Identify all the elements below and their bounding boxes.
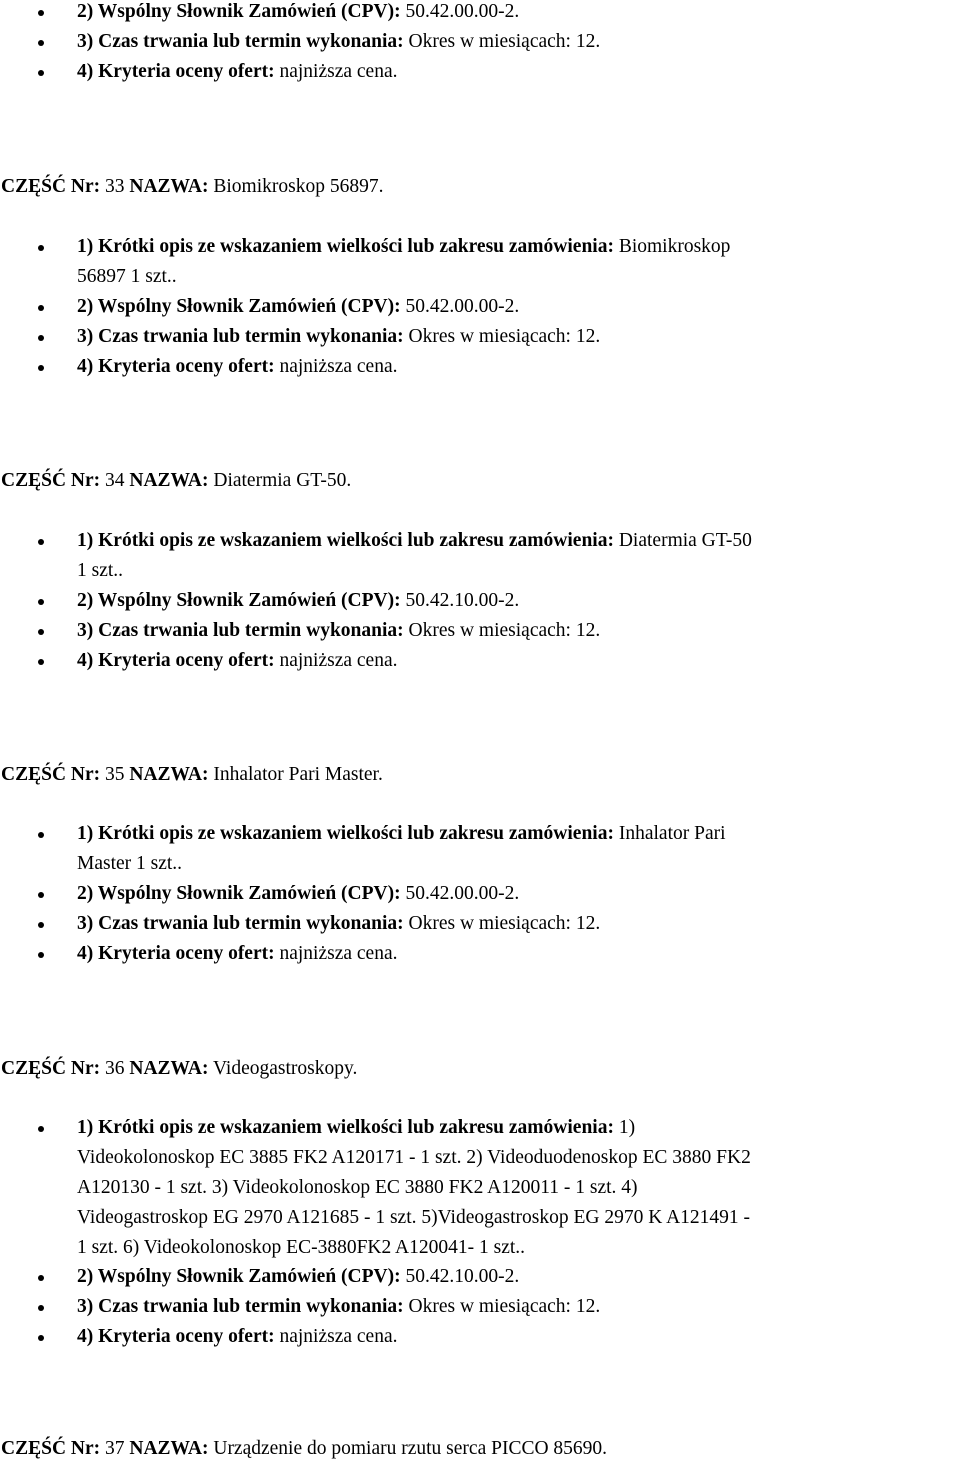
bullet-icon bbox=[38, 1335, 44, 1341]
criteria-value: najniższa cena. bbox=[279, 650, 398, 671]
duration-value: Okres w miesiącach: 12. bbox=[408, 31, 601, 52]
desc-label: 1) Krótki opis ze wskazaniem wielkości lub zakresu zamówienia: bbox=[77, 1117, 614, 1138]
bullet-icon bbox=[38, 335, 44, 341]
criteria-label: 4) Kryteria oceny ofert: bbox=[77, 650, 275, 671]
bullet-icon bbox=[38, 629, 44, 635]
part-name: Urządzenie do pomiaru rzutu serca PICCO 85690. bbox=[213, 1438, 608, 1459]
cpv-label: 2) Wspólny Słownik Zamówień (CPV): bbox=[77, 1266, 401, 1287]
list-item-cpv bbox=[0, 879, 519, 909]
cpv-value: 50.42.10.00-2. bbox=[405, 1266, 520, 1287]
part-label: CZĘŚĆ Nr: bbox=[1, 1058, 101, 1079]
part-number: 33 bbox=[105, 176, 125, 197]
criteria-label: 4) Kryteria oceny ofert: bbox=[77, 943, 275, 964]
part-number: 36 bbox=[105, 1058, 125, 1079]
duration-label: 3) Czas trwania lub termin wykonania: bbox=[77, 326, 404, 347]
part-number: 35 bbox=[105, 764, 125, 785]
cpv-label: 2) Wspólny Słownik Zamówień (CPV): bbox=[77, 296, 401, 317]
part-heading bbox=[0, 760, 383, 790]
list-item-duration bbox=[0, 909, 600, 939]
part-label: CZĘŚĆ Nr: bbox=[1, 470, 101, 491]
desc-value: 1) bbox=[618, 1117, 636, 1138]
bullet-icon bbox=[38, 1305, 44, 1311]
part-label: CZĘŚĆ Nr: bbox=[1, 764, 101, 785]
duration-label: 3) Czas trwania lub termin wykonania: bbox=[77, 1296, 404, 1317]
bullet-icon bbox=[38, 1126, 44, 1132]
name-label: NAZWA: bbox=[129, 1438, 209, 1459]
name-label: NAZWA: bbox=[129, 176, 209, 197]
bullet-icon bbox=[38, 305, 44, 311]
cpv-value: 50.42.00.00-2. bbox=[405, 883, 520, 904]
bullet-icon bbox=[38, 70, 44, 76]
list-item-cpv bbox=[0, 1262, 519, 1292]
part-heading bbox=[0, 1434, 607, 1464]
part-heading bbox=[0, 466, 351, 496]
list-item-description bbox=[0, 819, 726, 849]
bullet-icon bbox=[38, 40, 44, 46]
duration-value: Okres w miesiącach: 12. bbox=[408, 326, 601, 347]
duration-value: Okres w miesiącach: 12. bbox=[408, 913, 601, 934]
desc-label: 1) Krótki opis ze wskazaniem wielkości lub zakresu zamówienia: bbox=[77, 823, 614, 844]
cpv-value: 50.42.10.00-2. bbox=[405, 590, 520, 611]
description-continuation: Master 1 szt.. bbox=[77, 853, 183, 874]
cpv-value: 50.42.00.00-2. bbox=[405, 1, 520, 22]
part-number: 37 bbox=[105, 1438, 125, 1459]
desc-label: 1) Krótki opis ze wskazaniem wielkości lub zakresu zamówienia: bbox=[77, 530, 614, 551]
duration-label: 3) Czas trwania lub termin wykonania: bbox=[77, 913, 404, 934]
name-label: NAZWA: bbox=[129, 470, 209, 491]
duration-value: Okres w miesiącach: 12. bbox=[408, 620, 601, 641]
description-continuation: Videogastroskop EG 2970 A121685 - 1 szt. 5)Videogastroskop EG 2970 K A121491 - bbox=[77, 1207, 751, 1228]
desc-value: Diatermia GT-50 bbox=[618, 530, 752, 551]
description-continuation: Videokolonoskop EC 3885 FK2 A120171 - 1 szt. 2) Videoduodenoskop EC 3880 FK2 bbox=[77, 1147, 751, 1168]
list-item-criteria bbox=[0, 57, 398, 87]
description-continuation: 56897 1 szt.. bbox=[77, 266, 177, 287]
part-heading bbox=[0, 1054, 357, 1084]
description-continuation: 1 szt.. bbox=[77, 560, 124, 581]
list-item-duration bbox=[0, 27, 600, 57]
criteria-value: najniższa cena. bbox=[279, 943, 398, 964]
cpv-label: 2) Wspólny Słownik Zamówień (CPV): bbox=[77, 1, 401, 22]
list-item-criteria bbox=[0, 1322, 398, 1352]
bullet-icon bbox=[38, 365, 44, 371]
part-number: 34 bbox=[105, 470, 125, 491]
bullet-icon bbox=[38, 245, 44, 251]
bullet-icon bbox=[38, 539, 44, 545]
part-heading bbox=[0, 172, 383, 202]
duration-label: 3) Czas trwania lub termin wykonania: bbox=[77, 31, 404, 52]
bullet-icon bbox=[38, 599, 44, 605]
part-name: Biomikroskop 56897. bbox=[213, 176, 384, 197]
cpv-label: 2) Wspólny Słownik Zamówień (CPV): bbox=[77, 883, 401, 904]
bullet-icon bbox=[38, 952, 44, 958]
part-label: CZĘŚĆ Nr: bbox=[1, 1438, 101, 1459]
list-item-cpv bbox=[0, 292, 519, 322]
list-item-description bbox=[0, 526, 752, 556]
name-label: NAZWA: bbox=[129, 764, 209, 785]
list-item-cpv bbox=[0, 586, 519, 616]
list-item-duration bbox=[0, 616, 600, 646]
list-item-description bbox=[0, 1113, 635, 1143]
duration-label: 3) Czas trwania lub termin wykonania: bbox=[77, 620, 404, 641]
bullet-icon bbox=[38, 832, 44, 838]
criteria-value: najniższa cena. bbox=[279, 356, 398, 377]
list-item-cpv bbox=[0, 0, 519, 27]
list-item-description bbox=[0, 232, 730, 262]
name-label: NAZWA: bbox=[129, 1058, 209, 1079]
part-name: Diatermia GT-50. bbox=[213, 470, 352, 491]
list-item-criteria bbox=[0, 352, 398, 382]
desc-label: 1) Krótki opis ze wskazaniem wielkości lub zakresu zamówienia: bbox=[77, 236, 614, 257]
description-continuation: A120130 - 1 szt. 3) Videokolonoskop EC 3880 FK2 A120011 - 1 szt. 4) bbox=[77, 1177, 638, 1198]
criteria-label: 4) Kryteria oceny ofert: bbox=[77, 356, 275, 377]
bullet-icon bbox=[38, 1275, 44, 1281]
duration-value: Okres w miesiącach: 12. bbox=[408, 1296, 601, 1317]
list-item-duration bbox=[0, 1292, 600, 1322]
bullet-icon bbox=[38, 892, 44, 898]
part-name: Videogastroskopy. bbox=[213, 1058, 358, 1079]
criteria-value: najniższa cena. bbox=[279, 61, 398, 82]
desc-value: Biomikroskop bbox=[618, 236, 731, 257]
bullet-icon bbox=[38, 10, 44, 16]
list-item-criteria bbox=[0, 939, 398, 969]
criteria-value: najniższa cena. bbox=[279, 1326, 398, 1347]
desc-value: Inhalator Pari bbox=[618, 823, 726, 844]
cpv-value: 50.42.00.00-2. bbox=[405, 296, 520, 317]
description-continuation: 1 szt. 6) Videokolonoskop EC-3880FK2 A120041- 1 szt.. bbox=[77, 1237, 526, 1258]
list-item-duration bbox=[0, 322, 600, 352]
part-label: CZĘŚĆ Nr: bbox=[1, 176, 101, 197]
list-item-criteria bbox=[0, 646, 398, 676]
criteria-label: 4) Kryteria oceny ofert: bbox=[77, 61, 275, 82]
criteria-label: 4) Kryteria oceny ofert: bbox=[77, 1326, 275, 1347]
bullet-icon bbox=[38, 922, 44, 928]
part-name: Inhalator Pari Master. bbox=[213, 764, 383, 785]
cpv-label: 2) Wspólny Słownik Zamówień (CPV): bbox=[77, 590, 401, 611]
bullet-icon bbox=[38, 659, 44, 665]
